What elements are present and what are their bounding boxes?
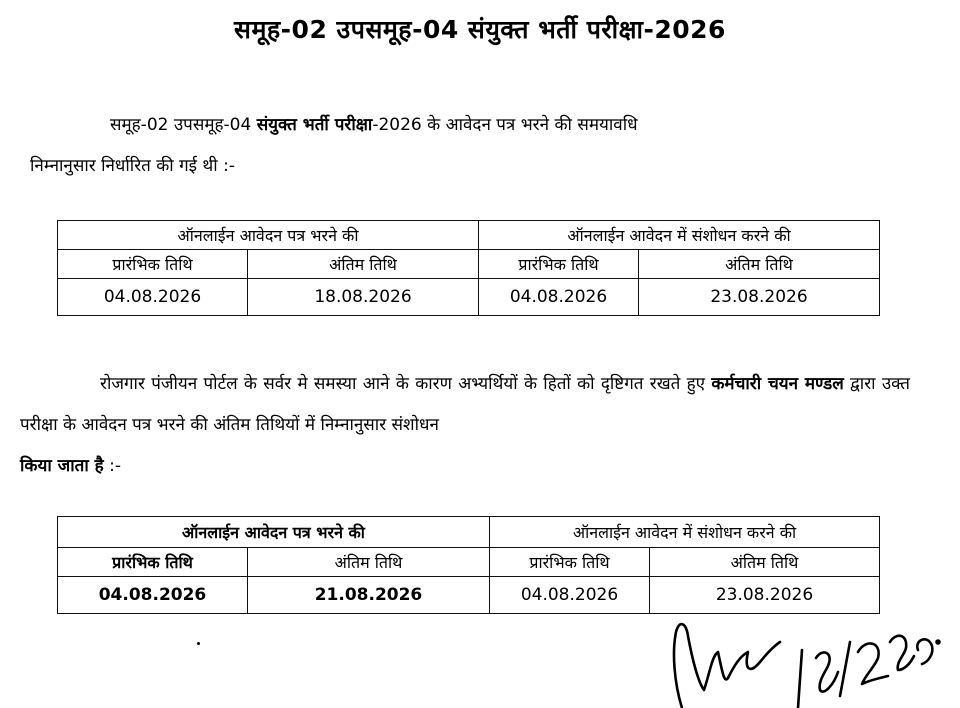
revision-paragraph xyxy=(20,364,910,487)
revision-text-line1: रोजगार पंजीयन पोर्टल के सर्वर मे समस्या आने के कारण अभ्यर्थियों के हितों को दृष्टिगत रखते हुए xyxy=(100,374,706,394)
group-header-apply: ऑनलाईन आवेदन पत्र भरने की xyxy=(58,221,479,250)
col-header-end: अंतिम तिथि xyxy=(650,548,880,577)
revision-board-name: कर्मचारी चयन मण्डल xyxy=(711,374,844,394)
intro-text-a: समूह-02 उपसमूह-04 xyxy=(110,115,252,135)
apply-end-date: 21.08.2026 xyxy=(248,577,490,614)
revised-schedule-table xyxy=(57,516,880,614)
col-header-end: अंतिम तिथि xyxy=(639,250,880,279)
col-header-end: अंतिम तिथि xyxy=(248,548,490,577)
col-header-start: प्रारंभिक तिथि xyxy=(58,250,248,279)
col-header-start: प्रारंभिक तिथि xyxy=(58,548,248,577)
group-header-correction: ऑनलाईन आवेदन में संशोधन करने की xyxy=(479,221,880,250)
apply-end-date: 18.08.2026 xyxy=(248,279,479,316)
page-title: समूह-02 उपसमूह-04 संयुक्त भर्ती परीक्षा-2026 xyxy=(234,15,726,44)
revision-text-line3: :- xyxy=(103,456,121,476)
correction-start-date: 04.08.2026 xyxy=(490,577,650,614)
group-header-correction: ऑनलाईन आवेदन में संशोधन करने की xyxy=(490,517,880,548)
col-header-start: प्रारंभिक तिथि xyxy=(490,548,650,577)
correction-end-date: 23.08.2026 xyxy=(639,279,880,316)
stray-mark xyxy=(197,642,200,645)
col-header-start: प्रारंभिक तिथि xyxy=(479,250,639,279)
apply-start-date: 04.08.2026 xyxy=(58,279,248,316)
correction-end-date: 23.08.2026 xyxy=(650,577,880,614)
revision-text-bold: किया जाता है xyxy=(20,456,104,476)
intro-text-bold: संयुक्त भर्ती परीक्षा xyxy=(256,115,373,135)
correction-start-date: 04.08.2026 xyxy=(479,279,639,316)
original-schedule-table xyxy=(57,220,880,316)
intro-text-b: -2026 के आवेदन पत्र भरने की समयावधि xyxy=(372,115,638,135)
intro-paragraph xyxy=(30,105,910,187)
apply-start-date: 04.08.2026 xyxy=(58,577,248,614)
group-header-apply: ऑनलाईन आवेदन पत्र भरने की xyxy=(58,517,490,548)
revision-text-line2: द्वारा उक्त परीक्षा के आवेदन पत्र भरने की अंतिम तिथियों में निम्नानुसार संशोधन xyxy=(20,374,910,435)
col-header-end: अंतिम तिथि xyxy=(248,250,479,279)
intro-text-line2: निम्नानुसार निर्धारित की गई थी :- xyxy=(30,156,235,176)
handwritten-signature xyxy=(652,612,952,708)
